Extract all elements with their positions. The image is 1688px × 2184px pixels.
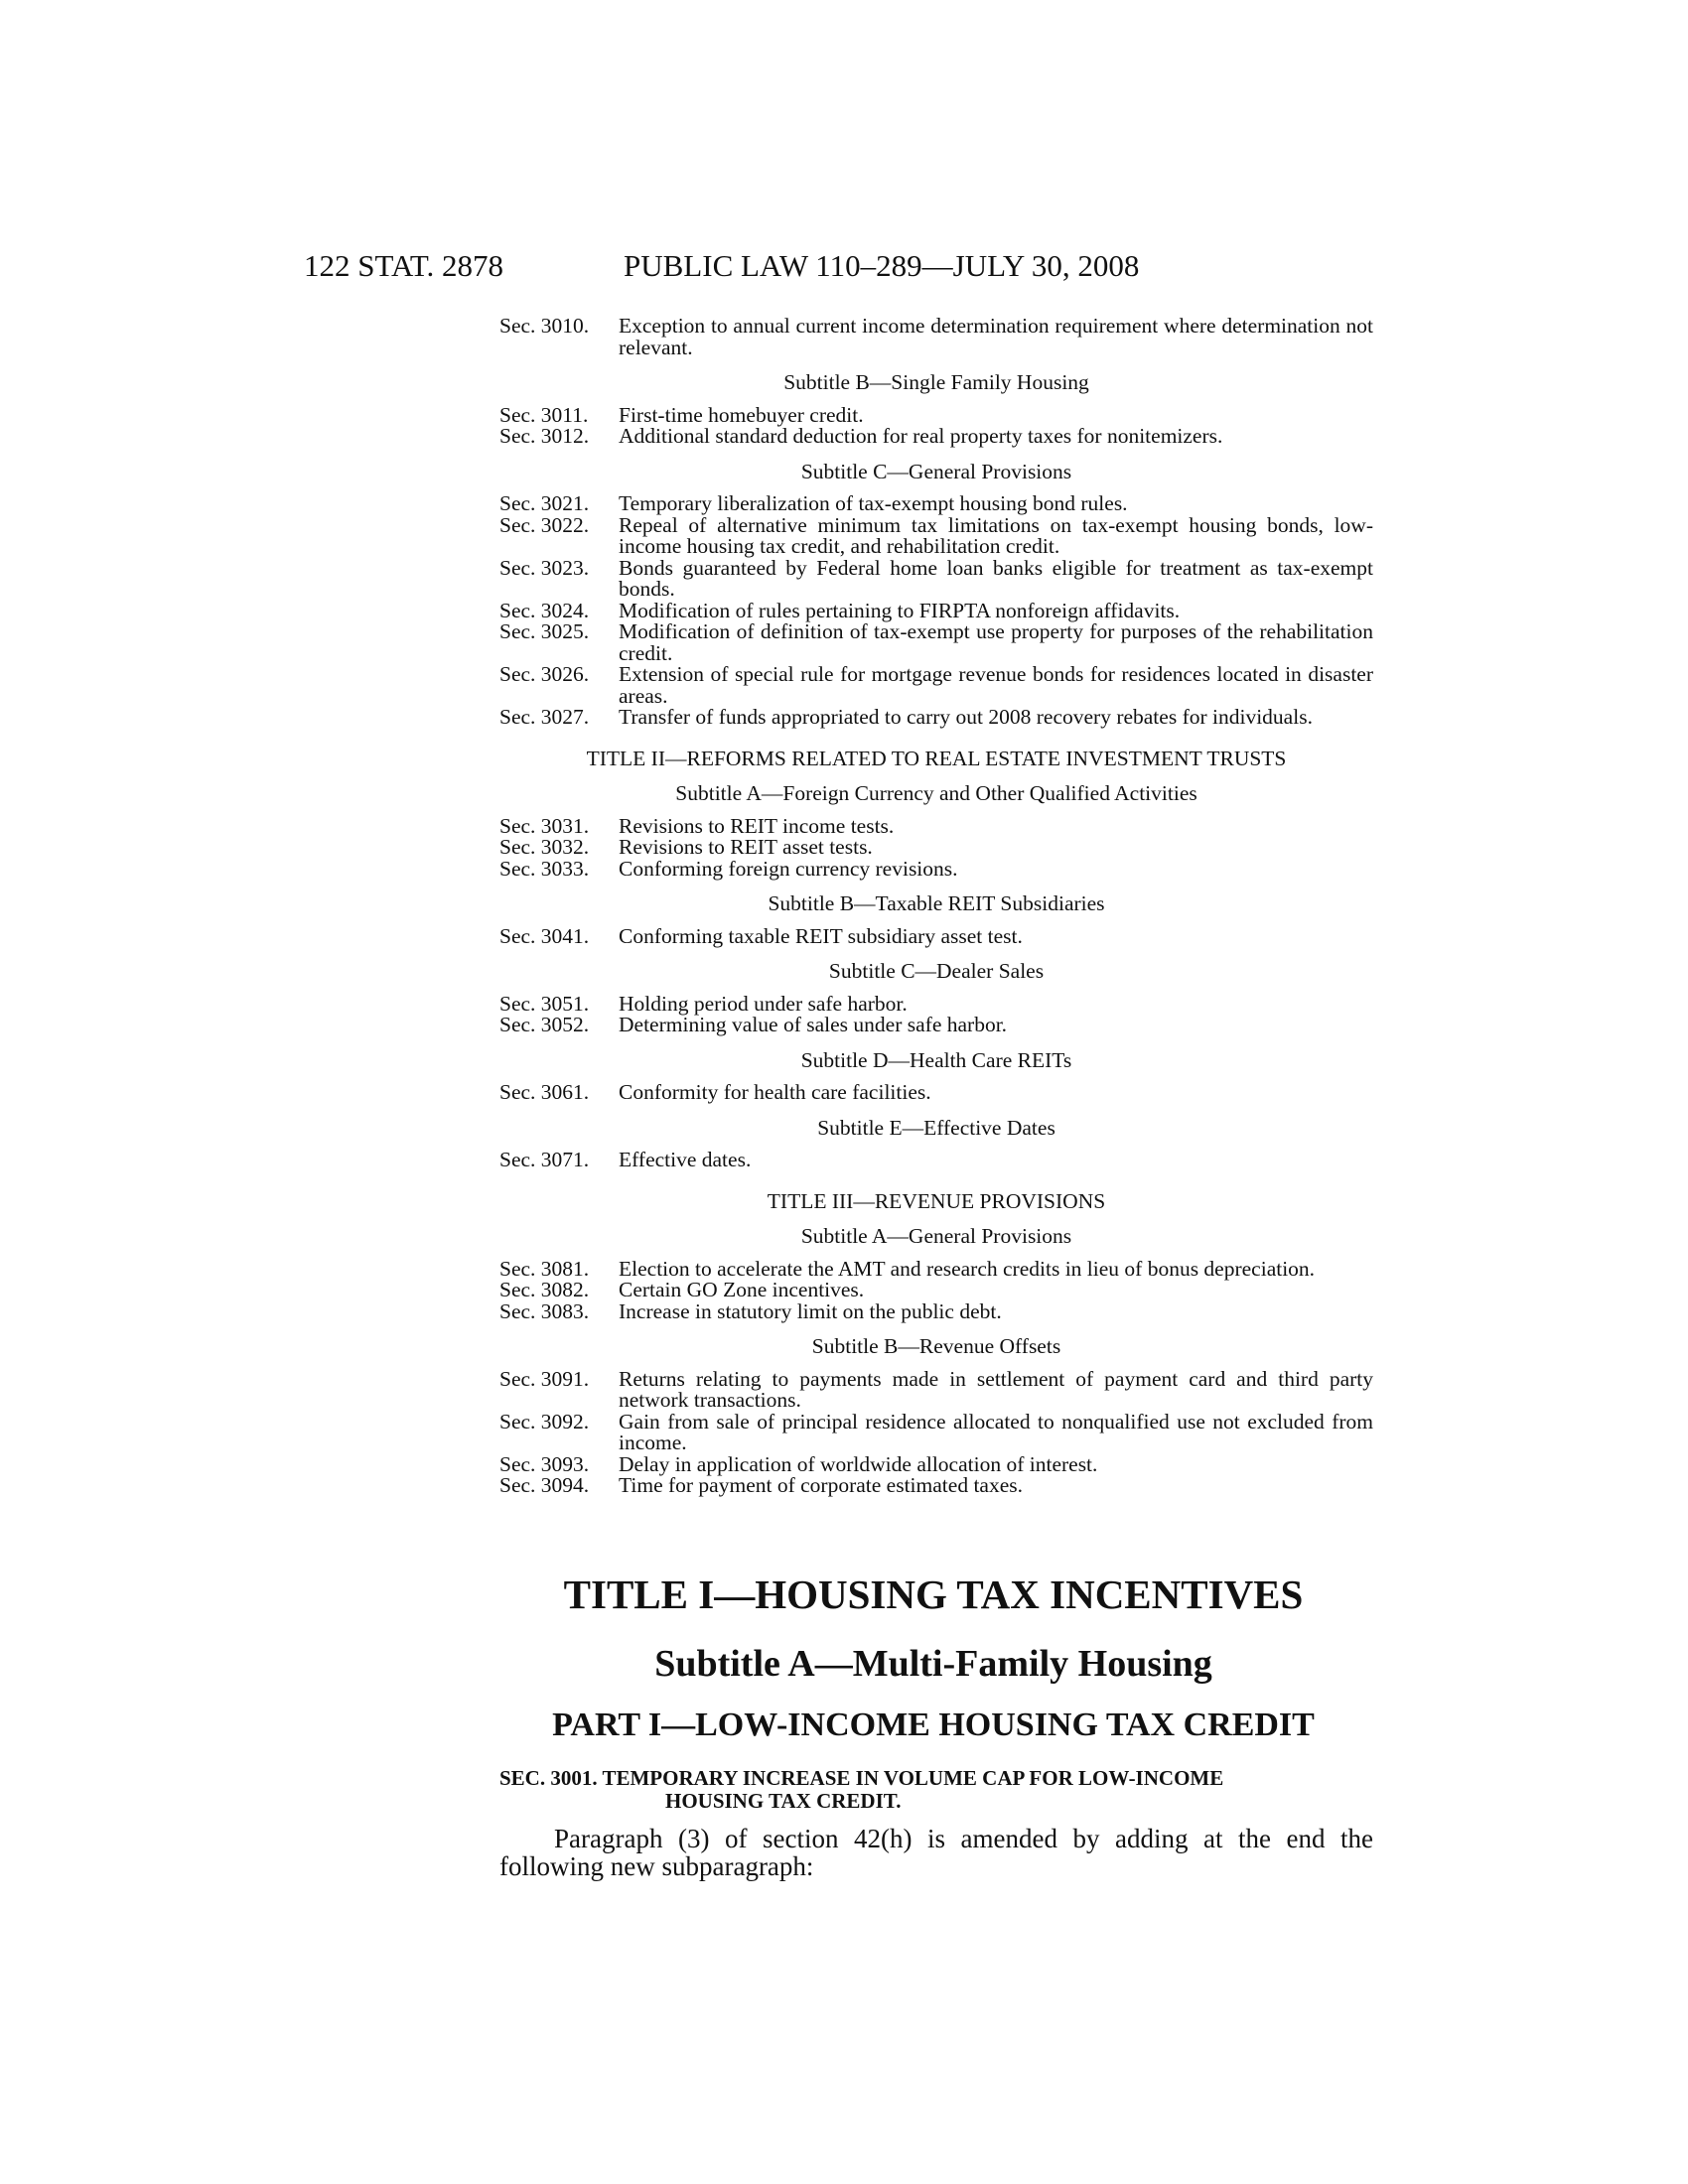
toc-section-number: Sec. 3081. — [499, 1256, 590, 1281]
toc-subtitle-heading: Subtitle B—Taxable REIT Subsidiaries — [768, 891, 1105, 915]
toc-section-title: Bonds guaranteed by Federal home loan banks eligible for treatment as tax-exempt bonds. — [619, 555, 1373, 601]
toc-subtitle-heading: Subtitle E—Effective Dates — [817, 1115, 1055, 1140]
toc-subtitle-heading: Subtitle B—Single Family Housing — [783, 370, 1089, 394]
toc-entry — [499, 991, 1373, 1016]
toc-entry — [499, 707, 1373, 729]
table-of-contents — [499, 316, 1373, 1497]
toc-entry — [499, 813, 1373, 838]
toc-section-number: Sec. 3021. — [499, 491, 590, 515]
toc-entry — [499, 598, 1373, 622]
toc-section-title: Modification of rules pertaining to FIRPTA nonforeign affidavits. — [619, 598, 1181, 622]
toc-section-number: Sec. 3093. — [499, 1451, 590, 1476]
toc-section-title: Conformity for health care facilities. — [619, 1080, 931, 1104]
toc-section-number: Sec. 3032. — [499, 835, 590, 859]
toc-section-number: Sec. 3092. — [499, 1409, 590, 1433]
toc-section-number: Sec. 3010. — [499, 314, 590, 338]
toc-entry — [499, 493, 1373, 515]
toc-entry — [499, 664, 1373, 707]
toc-entry — [499, 402, 1373, 427]
toc-entry — [499, 1475, 1373, 1497]
toc-title-heading: TITLE II—REFORMS RELATED TO REAL ESTATE INVESTMENT TRUSTS — [586, 746, 1287, 770]
toc-section-number: Sec. 3011. — [499, 402, 589, 427]
toc-section-title: Transfer of funds appropriated to carry out 2008 recovery rebates for individuals. — [619, 705, 1313, 729]
toc-section-number: Sec. 3094. — [499, 1473, 590, 1497]
toc-section-title: Conforming foreign currency revisions. — [619, 856, 958, 881]
toc-section-title: Gain from sale of principal residence allocated to nonqualified use not excluded from income. — [619, 1409, 1373, 1454]
stat-page-number: 122 STAT. 2878 — [304, 248, 504, 283]
toc-section-title: Effective dates. — [619, 1148, 752, 1171]
toc-section-title: Extension of special rule for mortgage revenue bonds for residences located in disaster areas. — [619, 662, 1373, 708]
toc-section-number: Sec. 3061. — [499, 1080, 590, 1104]
toc-section-number: Sec. 3023. — [499, 555, 590, 580]
toc-section-number: Sec. 3012. — [499, 424, 590, 448]
toc-entry — [499, 1150, 1373, 1171]
page-header — [304, 248, 1376, 288]
toc-subtitle-heading: Subtitle D—Health Care REITs — [800, 1047, 1072, 1072]
toc-subtitle-heading: Subtitle C—Dealer Sales — [828, 959, 1045, 983]
toc-section-number: Sec. 3082. — [499, 1278, 590, 1301]
toc-title-heading: TITLE III—REVENUE PROVISIONS — [767, 1188, 1106, 1213]
toc-entry — [499, 1366, 1373, 1412]
toc-section-title: Certain GO Zone incentives. — [619, 1278, 865, 1301]
toc-section-title: Delay in application of worldwide allocation of interest. — [619, 1451, 1098, 1476]
toc-section-number: Sec. 3026. — [499, 662, 590, 686]
toc-section-number: Sec. 3031. — [499, 813, 590, 838]
toc-section-number: Sec. 3024. — [499, 598, 590, 622]
toc-section-number: Sec. 3071. — [499, 1148, 590, 1171]
toc-section-title: Election to accelerate the AMT and research credits in lieu of bonus depreciation. — [619, 1256, 1316, 1281]
toc-section-number: Sec. 3091. — [499, 1366, 590, 1391]
toc-entry — [499, 923, 1373, 948]
toc-section-title: Revisions to REIT asset tests. — [619, 835, 873, 859]
toc-subtitle-heading: Subtitle C—General Provisions — [800, 459, 1072, 483]
toc-entry — [499, 621, 1373, 664]
public-law-title: PUBLIC LAW 110–289—JULY 30, 2008 — [624, 248, 1140, 283]
toc-section-number: Sec. 3052. — [499, 1013, 590, 1036]
part-heading: PART I—LOW-INCOME HOUSING TAX CREDIT — [552, 1706, 1315, 1743]
section-heading-line2: HOUSING TAX CREDIT. — [665, 1789, 902, 1813]
toc-entry — [499, 1451, 1373, 1476]
toc-section-title: Conforming taxable REIT subsidiary asset test. — [619, 923, 1023, 948]
toc-section-title: Temporary liberalization of tax-exempt housing bond rules. — [619, 491, 1128, 515]
toc-entry — [499, 1298, 1373, 1323]
toc-subtitle-heading: Subtitle A—General Provisions — [800, 1224, 1072, 1248]
subtitle-heading: Subtitle A—Multi-Family Housing — [654, 1643, 1212, 1685]
toc-entry — [499, 856, 1373, 881]
toc-section-title: Returns relating to payments made in settlement of payment card and third party network transactions. — [619, 1366, 1373, 1412]
toc-section-number: Sec. 3022. — [499, 512, 590, 537]
toc-section-title: Revisions to REIT income tests. — [619, 813, 895, 838]
toc-section-number: Sec. 3027. — [499, 705, 590, 729]
toc-entry — [499, 837, 1373, 859]
toc-subtitle-heading: Subtitle B—Revenue Offsets — [811, 1334, 1061, 1358]
toc-entry — [499, 555, 1373, 601]
toc-section-title: Increase in statutory limit on the public debt. — [619, 1298, 1002, 1323]
toc-section-title: Additional standard deduction for real property taxes for nonitemizers. — [619, 424, 1223, 448]
toc-section-number: Sec. 3033. — [499, 856, 590, 881]
toc-entry — [499, 426, 1373, 448]
toc-section-title: First-time homebuyer credit. — [619, 402, 864, 427]
toc-entry — [499, 1015, 1373, 1036]
toc-entry — [499, 1280, 1373, 1301]
toc-section-number: Sec. 3051. — [499, 991, 590, 1016]
section-heading-line1: SEC. 3001. TEMPORARY INCREASE IN VOLUME CAP FOR LOW-INCOME — [499, 1766, 1224, 1790]
toc-entry — [499, 316, 1373, 358]
body-paragraph: Paragraph (3) of section 42(h) is amended by adding at the end the following new subparagraph: — [499, 1824, 1373, 1881]
toc-section-title: Repeal of alternative minimum tax limitations on tax-exempt housing bonds, low-income housing tax credit, and rehabilitation credit. — [619, 512, 1373, 558]
toc-section-title: Time for payment of corporate estimated taxes. — [619, 1473, 1023, 1497]
toc-entry — [499, 512, 1373, 558]
toc-entry — [499, 1082, 1373, 1104]
toc-section-title: Modification of definition of tax-exempt use property for purposes of the rehabilitation credit. — [619, 619, 1373, 665]
toc-entry — [499, 1409, 1373, 1454]
toc-section-title: Exception to annual current income determination requirement where determination not relevant. — [619, 314, 1373, 359]
toc-section-title: Determining value of sales under safe harbor. — [619, 1013, 1008, 1036]
toc-subtitle-heading: Subtitle A—Foreign Currency and Other Qualified Activities — [675, 781, 1197, 805]
title-heading: TITLE I—HOUSING TAX INCENTIVES — [563, 1571, 1304, 1617]
toc-section-number: Sec. 3025. — [499, 619, 590, 643]
toc-section-number: Sec. 3041. — [499, 923, 590, 948]
section-heading — [499, 1767, 1373, 1813]
toc-section-title: Holding period under safe harbor. — [619, 991, 908, 1016]
toc-section-number: Sec. 3083. — [499, 1298, 590, 1323]
toc-entry — [499, 1256, 1373, 1281]
